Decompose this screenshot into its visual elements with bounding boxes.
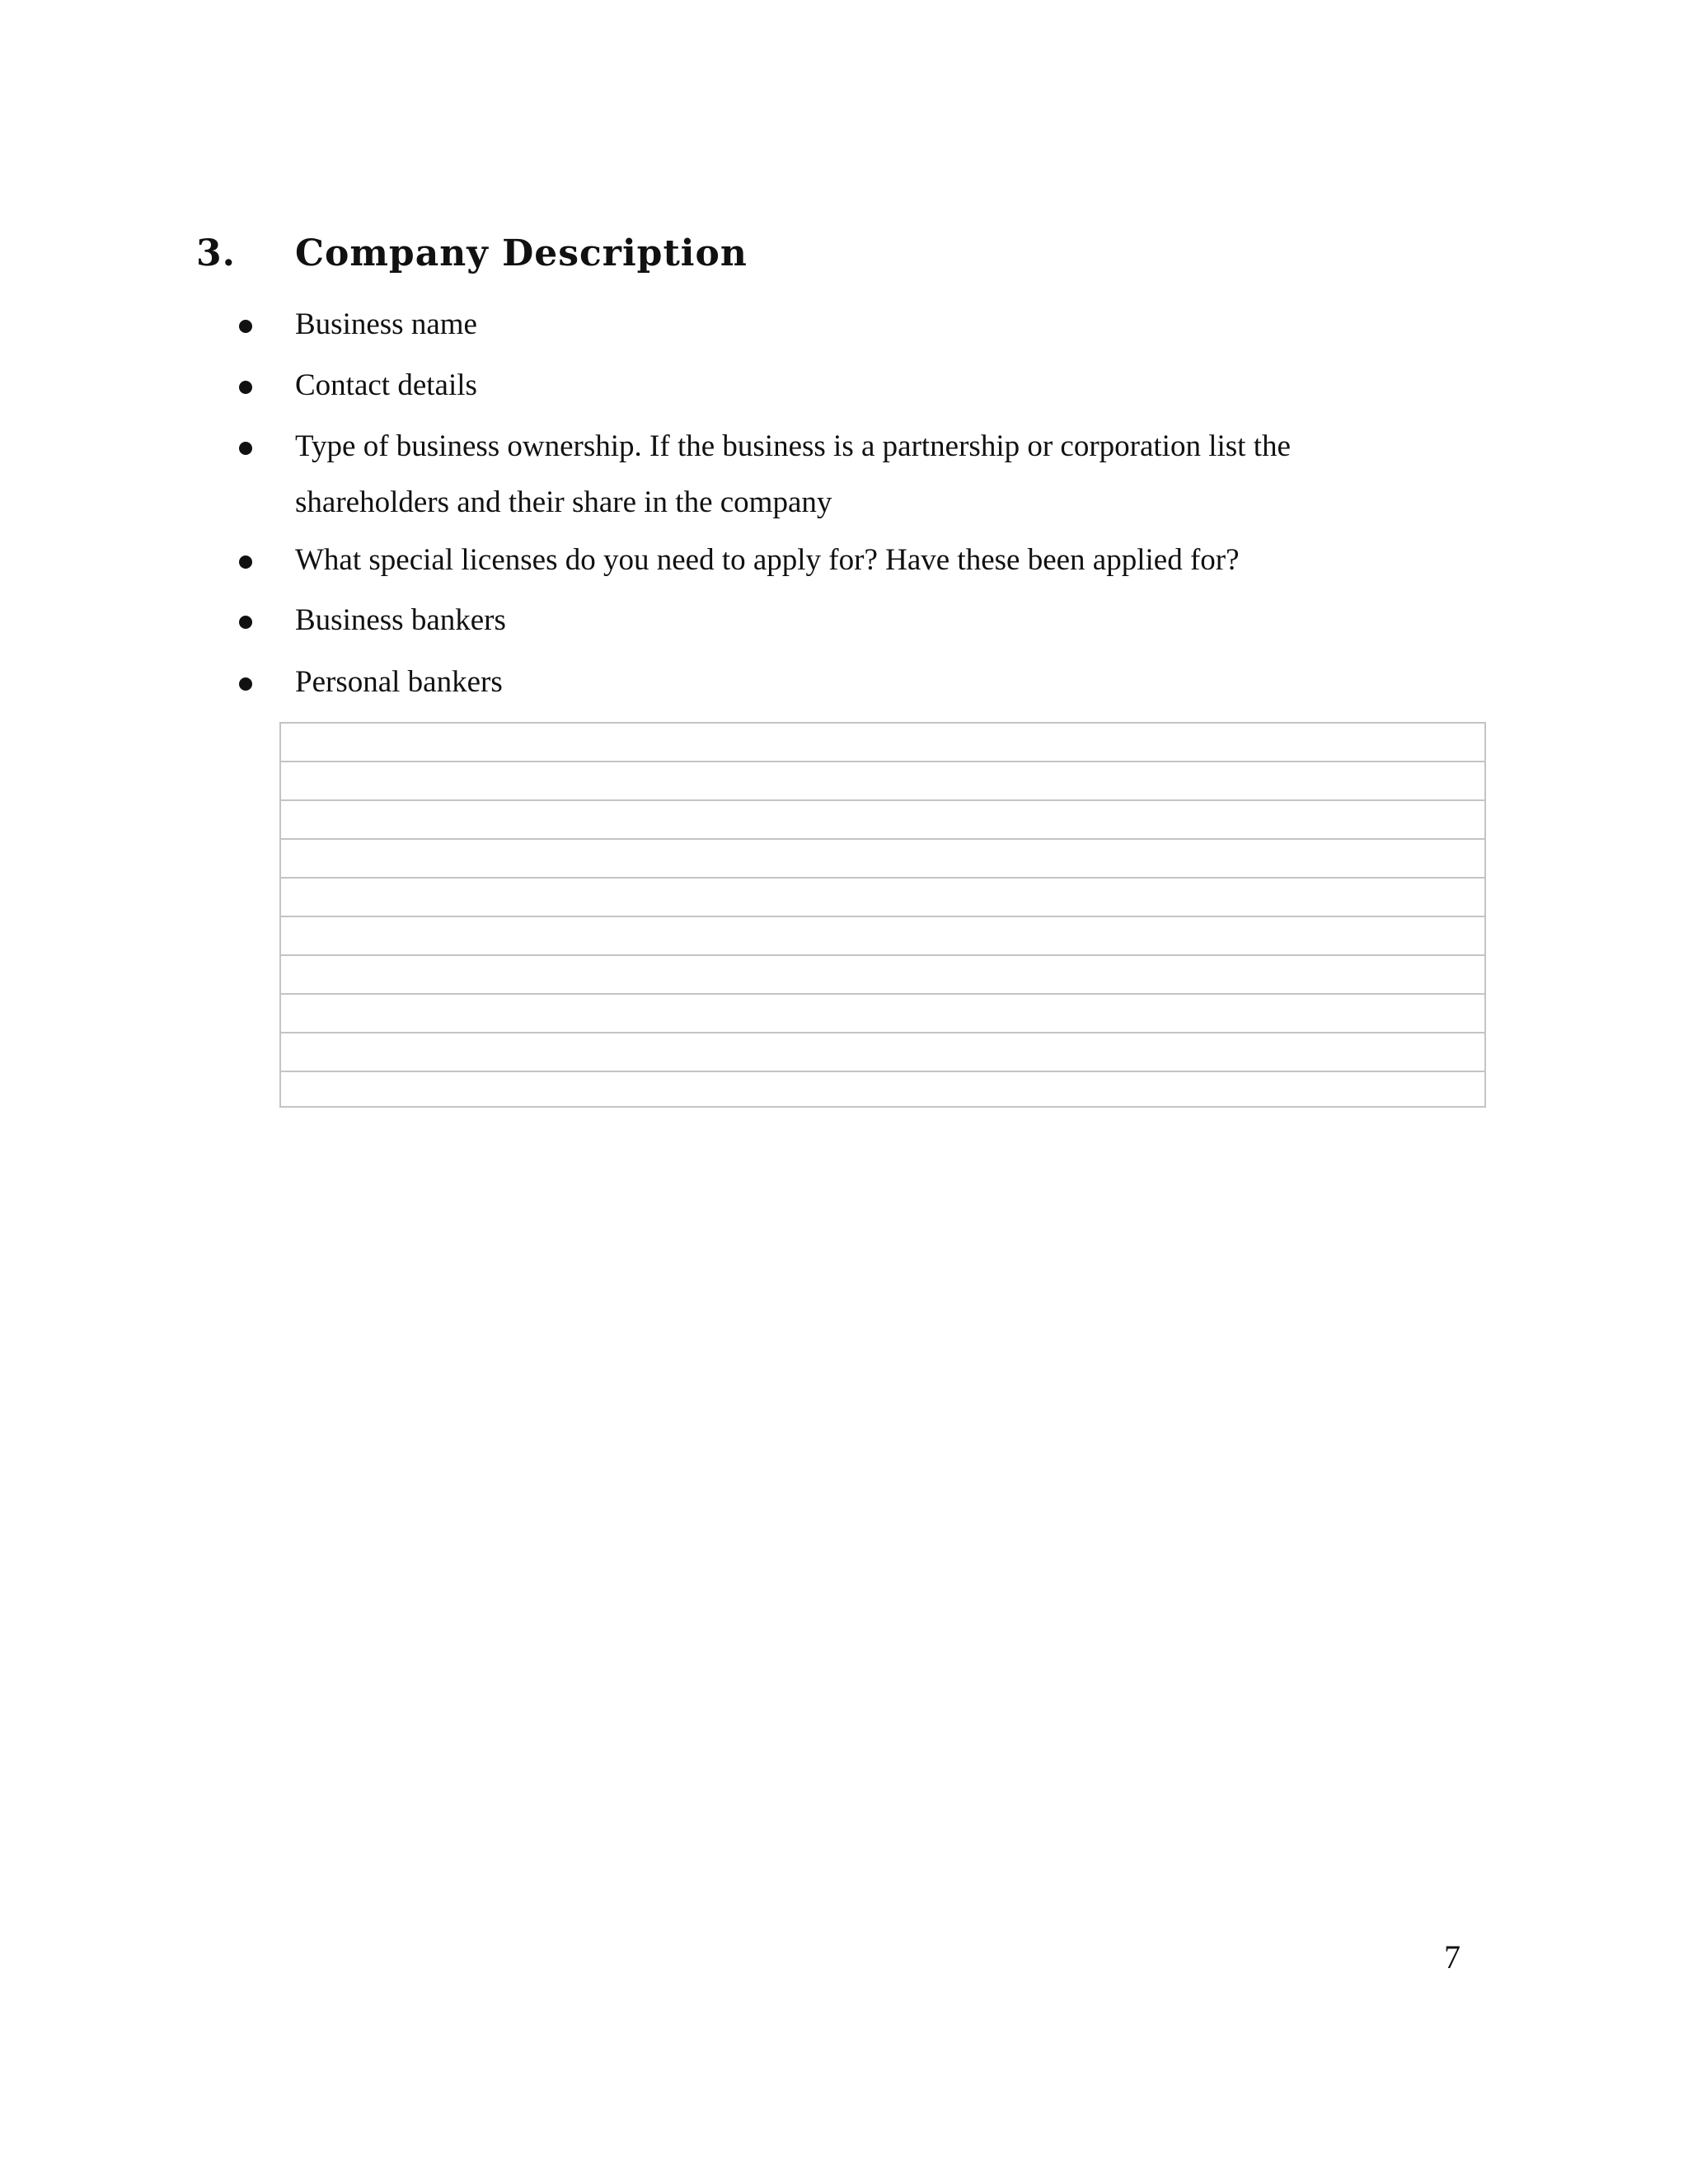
section-number: 3. (196, 232, 236, 274)
bullet-item-personal-bankers (239, 654, 1418, 710)
writing-lines-box[interactable] (279, 722, 1486, 1108)
bullet-item-business-name (239, 297, 1418, 353)
bullet-item-business-bankers (239, 593, 1418, 649)
writing-line (281, 1032, 1484, 1033)
writing-line (281, 954, 1484, 956)
bullet-icon (239, 442, 252, 455)
writing-line (281, 877, 1484, 879)
bullet-item-special-licenses (239, 532, 1418, 588)
bullet-text: Business bankers (295, 603, 506, 637)
writing-line (281, 799, 1484, 801)
writing-line (281, 1071, 1484, 1072)
bullet-icon (239, 677, 252, 691)
bullet-list (0, 0, 1688, 742)
bullet-icon (239, 616, 252, 629)
section-title: Company Description (295, 232, 748, 274)
bullet-text: Business name (295, 307, 477, 341)
bullet-text: Type of business ownership. If the business is a partnership or corporation list the shareholders and their share in the company (295, 429, 1291, 519)
bullet-text: Contact details (295, 368, 477, 402)
bullet-icon (239, 555, 252, 569)
writing-line (281, 838, 1484, 840)
bullet-item-ownership-type (239, 419, 1418, 531)
bullet-item-contact-details (239, 358, 1418, 414)
writing-line (281, 761, 1484, 762)
writing-line (281, 916, 1484, 917)
bullet-text: Personal bankers (295, 665, 503, 699)
bullet-icon (239, 320, 252, 333)
bullet-icon (239, 381, 252, 394)
writing-line (281, 993, 1484, 995)
page-number: 7 (1444, 1938, 1461, 1975)
bullet-text: What special licenses do you need to apply for? Have these been applied for? (295, 543, 1240, 577)
